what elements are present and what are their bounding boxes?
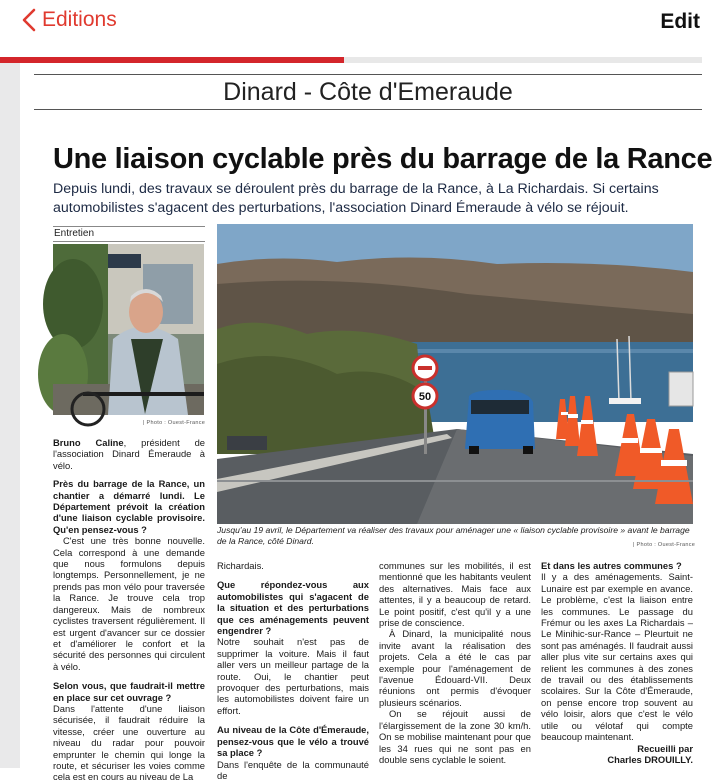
article-column-2 <box>217 560 369 781</box>
section-top-rule <box>34 74 702 75</box>
answer-5: Il y a des aménagements. Saint-Lunaire est par exemple en avance. Le problème, c'est la liaison entre les communes. Le passage du Frémur ou les axes La Richardais – Le Minihic-sur-Rance – Pleurtuit ne sont pas aménagés. Il faudrait aussi aller plus vite sur certains axes qui relient les communes à des zones de travail ou des établissements scolaires. Sur la Côte d'Émeraude, on pense encore trop souvent au vélo loisir, alors que c'est le vélo utile ou vélotaf qui compte beaucoup maintenant. <box>541 571 693 743</box>
back-button-label: Editions <box>42 8 117 31</box>
article-kicker: Entretien <box>53 226 205 242</box>
chevron-left-icon <box>22 8 36 32</box>
article-standfirst: Depuis lundi, des travaux se déroulent près du barrage de la Rance, à La Richardais. Si certains automobilistes s'agacent des perturbations, l'association Dinard Émeraude à vélo se réjouit. <box>53 181 659 216</box>
question-1: Près du barrage de la Rance, un chantier a démarré lundi. Le Département prévoit la création d'une liaison cyclable provisoire. Qu'en pensez-vous ? <box>53 478 205 535</box>
interviewee-bio <box>53 437 205 471</box>
byline-intro: Recueilli par <box>637 742 693 754</box>
interviewee-role: , président de l'association Dinard Émeraude à vélo. <box>53 437 205 471</box>
question-4: Au niveau de la Côte d'Émeraude, pensez-vous que le vélo a trouvé sa place ? <box>217 724 369 759</box>
portrait-photo[interactable] <box>53 244 204 415</box>
question-2: Selon vous, que faudrait-il mettre en place sur cet ouvrage ? <box>53 680 205 703</box>
answer-1: C'est une très bonne nouvelle. Cela correspond à une demande que nous formulons depuis longtemps. Personnellement, je ne prends pas mon vélo pour traversée la Rance. Je trouve cela trop dangereux. Mais de nombreux cyclistes traversent régulièrement. Il est urgent d'avancer sur ce dossier et d'améliorer le confort et la sécurité des personnes qui circulent à vélo. <box>53 535 205 672</box>
question-3: Que répondez-vous aux automobilistes qui s'agacent de la situation et des perturbations que ces aménagements peuvent engendrer ? <box>217 579 369 637</box>
section-title: Dinard - Côte d'Emeraude <box>223 78 513 106</box>
photo-caption: Jusqu'au 19 avril, le Département va réaliser des travaux pour aménager une « liaison cyclable provisoire » avant le barrage de la Rance, côté Dinard. <box>217 525 690 546</box>
answer-4-paragraph-3: On se réjouit aussi de l'élargissement de la zone 30 km/h. On se mobilise maintenant pour que les 34 rues qui ne sont pas en double sens cyclable le soient. <box>379 708 531 765</box>
answer-2-continued: Richardais. <box>217 560 264 571</box>
article-headline: Une liaison cyclable près du barrage de la Rance <box>53 143 712 175</box>
main-photo-credit: | Photo : Ouest-France <box>633 542 696 548</box>
article-column-3 <box>379 560 531 765</box>
answer-4-paragraph-2: À Dinard, la municipalité nous invite avant la réalisation des projets. Cela a été le cas par exemple pour l'aménagement de l'avenue Édouard-VII. Deux réunions ont permis d'évoquer plusieurs scénarios. <box>379 628 531 708</box>
interviewee-name: Bruno Caline <box>53 437 124 448</box>
section-bottom-rule <box>34 109 702 110</box>
main-article-photo[interactable] <box>217 224 693 524</box>
top-nav-bar <box>0 0 702 58</box>
edit-button[interactable]: Edit <box>660 10 700 33</box>
answer-3: Notre souhait n'est pas de supprimer la voiture. Mais il faut aller vers un meilleur partage de la route. Oui, le chantier peut provoquer des perturbations, mais les automobilistes doivent faire un effort. <box>217 636 369 716</box>
answer-4-continued: communes sur les mobilités, il est mentionné que les habitants veulent des alternatives. Mais face aux attentes, il y a beaucoup de retard. Le point positif, c'est qu'il y a une prise de conscience. <box>379 560 531 629</box>
question-5: Et dans les autres communes ? <box>541 560 682 571</box>
answer-4: Dans l'enquête de la communauté de <box>217 758 369 781</box>
left-page-gutter <box>0 63 20 768</box>
answer-2: Dans l'attente d'une liaison sécurisée, il faudrait réduire la vitesse, créer une ouverture au niveau du radar pour pouvoir emprunter le chemin qui longe la route, et sécuriser les voies comme cela est en cours au niveau de La <box>53 702 205 783</box>
article-column-4 <box>541 560 693 765</box>
byline-author: Charles DROUILLY. <box>607 753 693 765</box>
portrait-photo-credit: | Photo : Ouest-France <box>143 420 206 426</box>
back-button[interactable] <box>22 8 117 32</box>
article-column-1 <box>53 437 205 783</box>
speed-limit-sign-text: 50 <box>418 391 432 403</box>
